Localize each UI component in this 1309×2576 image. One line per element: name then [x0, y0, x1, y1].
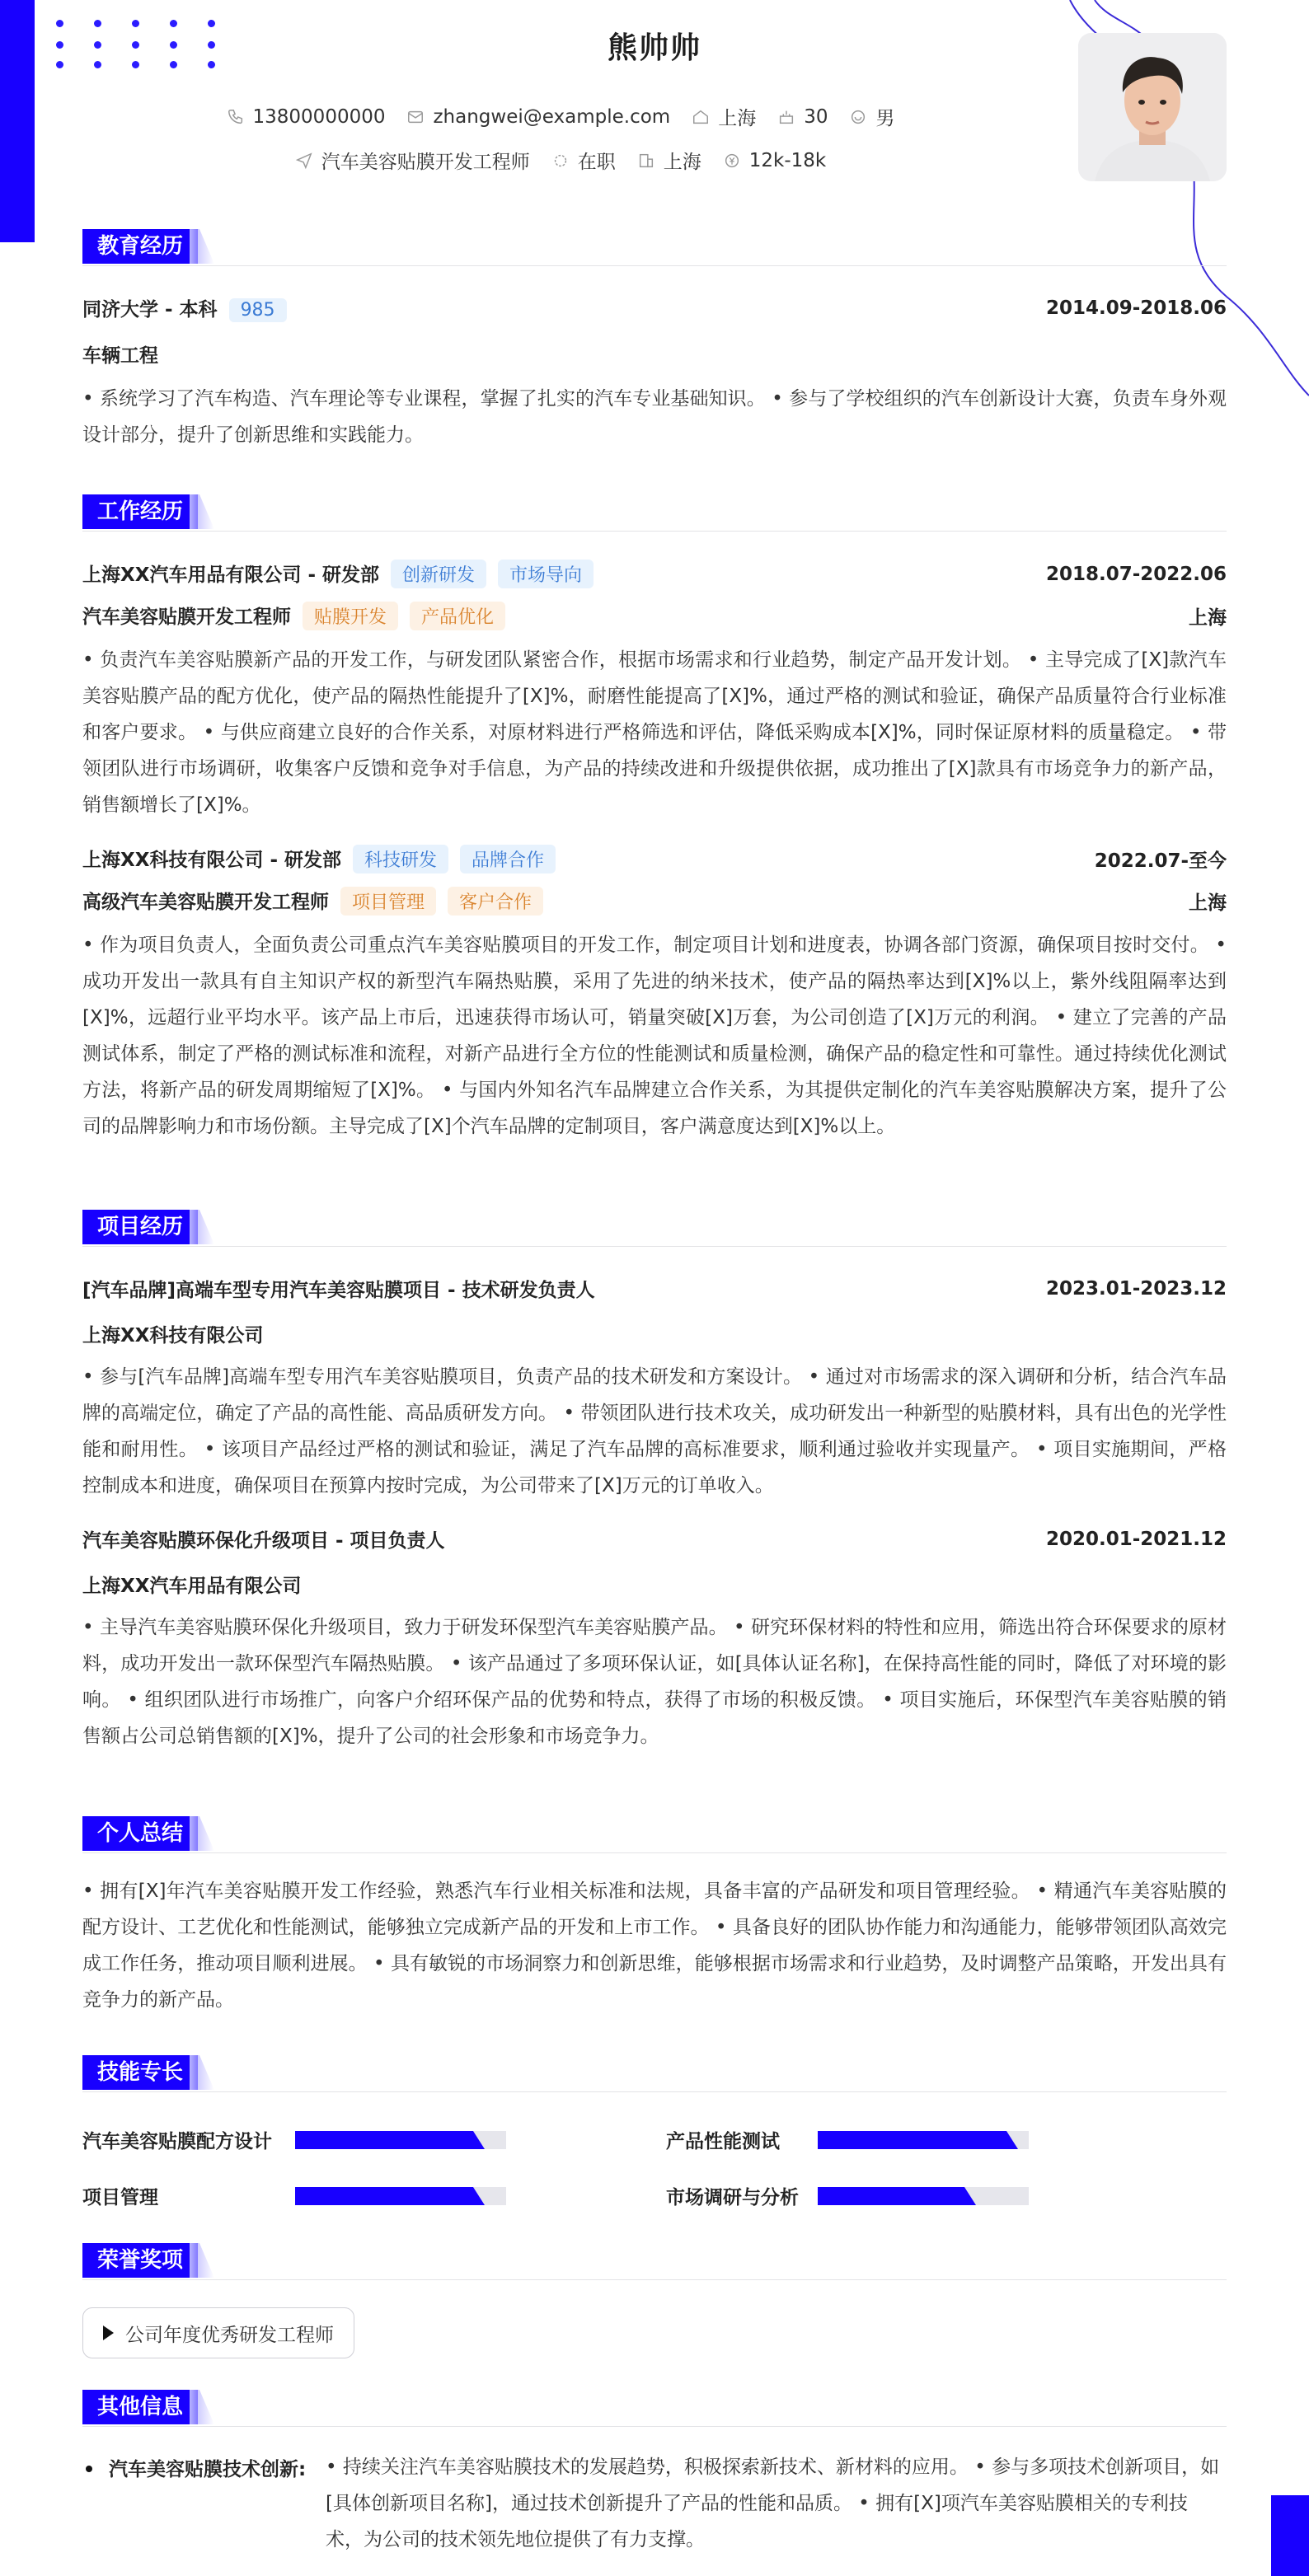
education-school-wrap [82, 294, 287, 322]
city-text: 上海 [718, 108, 757, 129]
title-tail [190, 1210, 214, 1244]
status-text: 在职 [577, 152, 616, 173]
work-desc: • 负责汽车美容贴膜新产品的开发工作，与研发团队紧密合作，根据市场需求和行业趋势，制定产品开发计划。 • 主导完成了[X]款汽车美容贴膜产品的配方优化，使产品的隔热性能提升了[X]%，耐磨性能提高了[X]%，通过严格的测试和验证，确保产品质量符合行业标准和客户要求。 • 与供应商建立良好的合作关系，对原材料进行严格筛选和评估，降低采购成本[X]%，同时保证原材料的质量稳定。 • 带领团队进行市场调研，收集客户反馈和竞争对手信息，为产品的持续改进和升级提供依据，成功推出了[X]款具有市场竞争力的新产品，销售额增长了[X]%。 [82, 649, 1227, 816]
email-text: zhangwei@example.com [433, 105, 671, 128]
education-section [82, 229, 1227, 453]
title-tail [190, 2390, 214, 2424]
skill-bar [818, 2187, 1029, 2205]
role-tag: 贴膜开发 [303, 602, 398, 630]
skill-bar [818, 2131, 1029, 2149]
work-role: 高级汽车美容贴膜开发工程师 [82, 892, 329, 913]
skill-name: 汽车美容贴膜配方设计 [82, 2131, 272, 2152]
education-major: 车辆工程 [82, 345, 158, 367]
email-item [406, 103, 670, 130]
project-desc: • 主导汽车美容贴膜环保化升级项目，致力于研发环保型汽车美容贴膜产品。 • 研究环保材料的特性和应用，筛选出符合环保要求的原材料，成功开发出一款环保型汽车隔热贴膜。 • 该产品通过了多项环保认证，如[具体认证名称]，在保持高性能的同时，降低了对环境的影响。 • 组织团队进行市场推广，向客户介绍环保产品的优势和特点，获得了市场的积极反馈。 • 项目实施后，环保型汽车美容贴膜的销售额占公司总销售额的[X]%，提升了公司的社会形象和市场竞争力。 [82, 1617, 1227, 1747]
summary-title: 个人总结 [82, 1816, 198, 1851]
education-line [82, 294, 1227, 322]
education-title: 教育经历 [82, 229, 198, 264]
other-label: 汽车美容贴膜技术创新: [109, 2459, 307, 2480]
title-tail [190, 1816, 214, 1851]
home-icon [692, 108, 710, 126]
project-1-line [82, 1275, 1227, 1302]
skill-bar [295, 2131, 506, 2149]
skills-header [82, 2055, 1227, 2092]
role-tag: 项目管理 [340, 887, 436, 916]
awards-section [82, 2243, 1227, 2280]
skill-name: 产品性能测试 [666, 2131, 780, 2152]
work-date: 2018.07-2022.06 [1045, 563, 1227, 585]
project-2-line [82, 1525, 1227, 1553]
skill-bar-fill [818, 2131, 1018, 2149]
skills-section [82, 2055, 1227, 2092]
phone-text: 13800000000 [252, 105, 386, 128]
gender-text: 男 [875, 108, 895, 129]
job-title-text: 汽车美容贴膜开发工程师 [321, 152, 530, 173]
work-city-text: 上海 [663, 152, 701, 173]
work-entry-2-line [82, 845, 1227, 873]
candidate-name: 熊帅帅 [607, 31, 701, 65]
other-section [82, 2390, 1227, 2427]
project-company: 上海XX汽车用品有限公司 [82, 1576, 302, 1597]
skill-name: 市场调研与分析 [666, 2187, 799, 2208]
city-item [692, 103, 756, 130]
education-desc: • 系统学习了汽车构造、汽车理论等专业课程，掌握了扎实的汽车专业基础知识。 • 参与了学校组织的汽车创新设计大赛，负责车身外观设计部分，提升了创新思维和实践能力。 [82, 388, 1227, 446]
project-title: 项目经历 [82, 1210, 198, 1244]
work-entry-2-role-line [82, 887, 1227, 916]
job-title-item [295, 147, 530, 174]
send-icon [295, 152, 313, 170]
avatar-portrait [1078, 33, 1227, 181]
work-company: 上海XX汽车用品有限公司 - 研发部 [82, 564, 380, 586]
work-entry-1-role-line [82, 602, 1227, 630]
project-name: [汽车品牌]高端车型专用汽车美容贴膜项目 - 技术研发负责人 [82, 1280, 595, 1301]
title-tail [190, 229, 214, 264]
other-header [82, 2390, 1227, 2427]
education-major-line [82, 340, 1227, 368]
work-company-wrap [82, 845, 556, 873]
work-tag: 品牌合作 [460, 845, 556, 873]
money-icon [723, 152, 741, 170]
skill-name: 项目管理 [82, 2187, 158, 2208]
work-section [82, 494, 1227, 1145]
work-role-wrap [82, 887, 543, 916]
education-date: 2014.09-2018.06 [1045, 297, 1227, 319]
play-icon [103, 2325, 114, 2340]
skill-bar [295, 2187, 506, 2205]
summary-text: • 拥有[X]年汽车美容贴膜开发工作经验，熟悉汽车行业相关标准和法规，具备丰富的产品研发和项目管理经验。 • 精通汽车美容贴膜的配方设计、工艺优化和性能测试，能够独立完成新产品的开发和上市工作。 • 具备良好的团队协作能力和沟通能力，能够带领团队高效完成工作任务，推动项目顺利进展。 • 具有敏锐的市场洞察力和创新思维，能够根据市场需求和行业趋势，及时调整产品策略，开发出具有竞争力的新产品。 [82, 1880, 1227, 2011]
education-school: 同济大学 - 本科 [82, 299, 218, 321]
project-date: 2023.01-2023.12 [1045, 1277, 1227, 1300]
summary-section [82, 1816, 1227, 2018]
title-tail [190, 2243, 214, 2278]
phone-item [227, 103, 386, 130]
award-text: 公司年度优秀研发工程师 [125, 2324, 334, 2346]
job-row [0, 147, 1121, 174]
contact-row [0, 103, 1121, 130]
work-role-wrap [82, 602, 505, 630]
avatar [1078, 33, 1227, 181]
salary-text: 12k-18k [748, 149, 827, 171]
work-company-wrap [82, 560, 594, 588]
cake-icon [777, 108, 795, 126]
work-entry-1-line [82, 560, 1227, 588]
other-text: • 持续关注汽车美容贴膜技术的发展趋势，积极探索新技术、新材料的应用。 • 参与多项技术创新项目，如[具体创新项目名称]，通过技术创新提升了产品的性能和品质。 • 拥有[X]项汽车美容贴膜相关的专利技术，为公司的技术领先地位提供了有力支撑。 [326, 2457, 1220, 2550]
awards-header [82, 2243, 1227, 2280]
role-tag: 客户合作 [448, 887, 543, 916]
other-title: 其他信息 [82, 2390, 198, 2424]
education-header [82, 229, 1227, 266]
age-item [777, 103, 828, 130]
bullet-icon [86, 2466, 92, 2472]
mail-icon [406, 108, 425, 126]
work-city-item [637, 147, 701, 174]
project-desc: • 参与[汽车品牌]高端车型专用汽车美容贴膜项目，负责产品的技术研发和方案设计。 • 通过对市场需求的深入调研和分析，结合汽车品牌的高端定位，确定了产品的高性能、高品质研发方向。 • 带领团队进行技术攻关，成功研发出一种新型的贴膜材料，具有出色的光学性能和耐用性。 • 该项目产品经过严格的测试和验证，满足了汽车品牌的高标准要求，顺利通过验收并实现量产。 • 项目实施期间，严格控制成本和进度，确保项目在预算内按时完成，为公司带来了[X]万元的订单收入。 [82, 1366, 1227, 1496]
role-tag: 产品优化 [410, 602, 505, 630]
skill-bar-fill [818, 2187, 976, 2205]
work-date: 2022.07-至今 [1094, 850, 1227, 872]
gender-item [849, 103, 894, 130]
status-item [551, 147, 616, 174]
work-tag: 科技研发 [353, 845, 448, 873]
work-tag: 创新研发 [391, 560, 486, 588]
building-icon [637, 152, 655, 170]
skills-title: 技能专长 [82, 2055, 198, 2090]
title-tail [190, 494, 214, 529]
phone-icon [227, 108, 245, 126]
skill-bar-fill [295, 2187, 485, 2205]
title-tail [190, 2055, 214, 2090]
work-tag: 市场导向 [498, 560, 594, 588]
work-city: 上海 [1189, 607, 1227, 629]
project-1-company-line [82, 1320, 1227, 1347]
work-city: 上海 [1189, 892, 1227, 914]
project-company: 上海XX科技有限公司 [82, 1325, 264, 1347]
work-desc: • 作为项目负责人，全面负责公司重点汽车美容贴膜项目的开发工作，制定项目计划和进度表，协调各部门资源，确保项目按时交付。 • 成功开发出一款具有自主知识产权的新型汽车隔热贴膜，采用了先进的纳米技术，使产品的隔热率达到[X]%以上，紫外线阻隔率达到[X]%，远超行业平均水平。该产品上市后，迅速获得市场认可，销量突破[X]万套，为公司创造了[X]万元的利润。 • 建立了完善的产品测试体系，制定了严格的测试标准和流程，对新产品进行全方位的性能测试和质量检测，确保产品的稳定性和可靠性。通过持续优化测试方法，将新产品的研发周期缩短了[X]%。 • 与国内外知名汽车品牌建立合作关系，为其提供定制化的汽车美容贴膜解决方案，提升了公司的品牌影响力和市场份额。主导完成了[X]个汽车品牌的定制项目，客户满意度达到[X]%以上。 [82, 934, 1227, 1137]
project-2-company-line [82, 1571, 1227, 1598]
age-text: 30 [804, 105, 828, 128]
award-item[interactable] [82, 2307, 354, 2358]
project-section [82, 1210, 1227, 1754]
work-title: 工作经历 [82, 494, 198, 529]
summary-header [82, 1816, 1227, 1853]
project-header [82, 1210, 1227, 1247]
awards-title: 荣誉奖项 [82, 2243, 198, 2278]
project-date: 2020.01-2021.12 [1045, 1528, 1227, 1550]
education-tag: 985 [229, 298, 287, 322]
work-role: 汽车美容贴膜开发工程师 [82, 607, 291, 628]
decor-bottom-bar [1271, 2495, 1309, 2576]
status-icon [551, 152, 570, 170]
salary-item [723, 147, 826, 174]
project-name: 汽车美容贴膜环保化升级项目 - 项目负责人 [82, 1530, 445, 1552]
skill-bar-fill [295, 2131, 485, 2149]
work-header [82, 494, 1227, 532]
work-company: 上海XX科技有限公司 - 研发部 [82, 850, 342, 871]
gender-icon [849, 108, 867, 126]
